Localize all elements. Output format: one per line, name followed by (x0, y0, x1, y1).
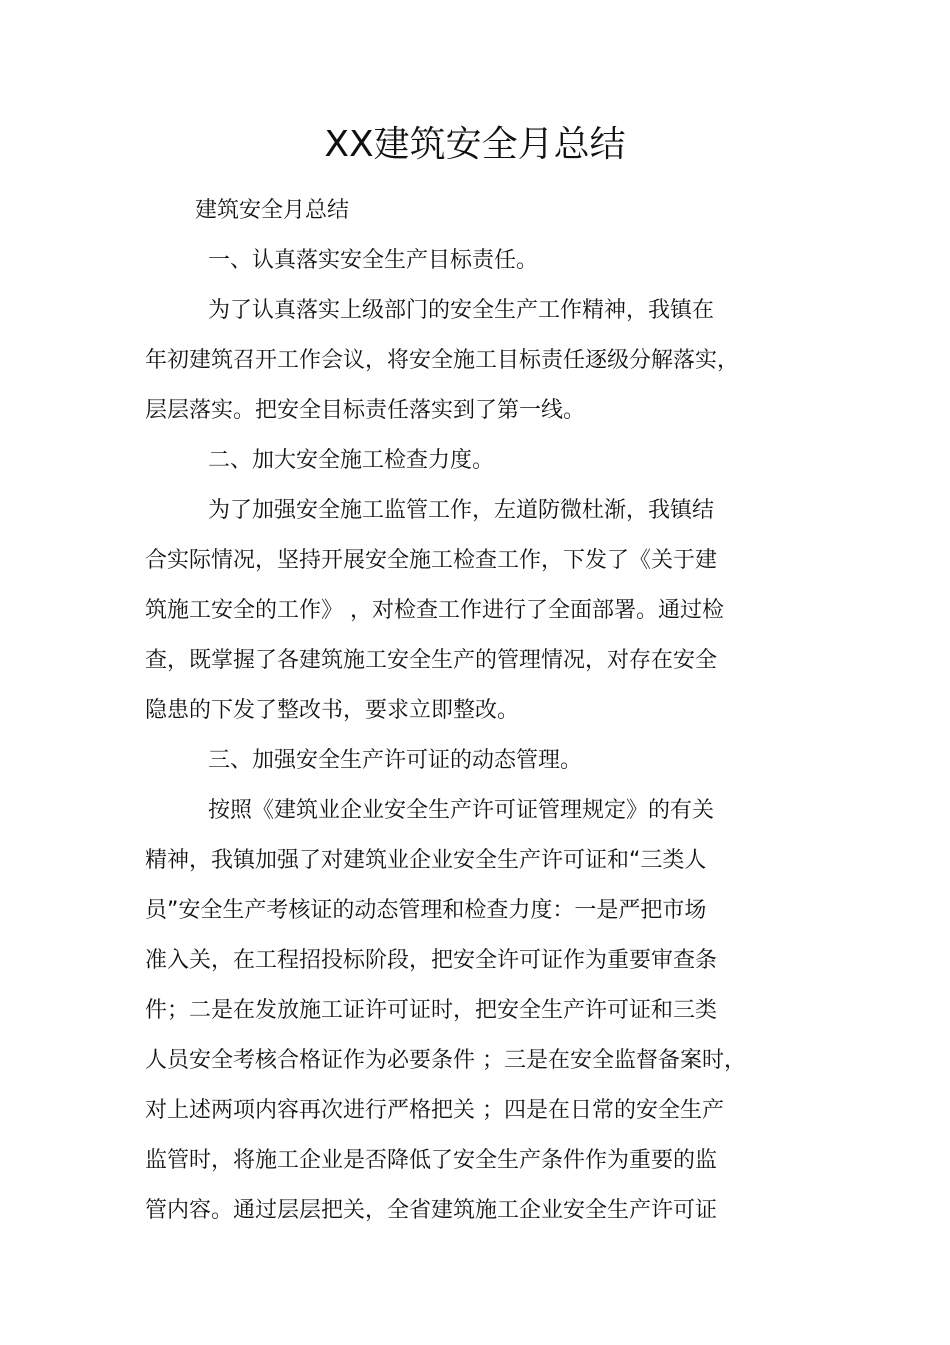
body-line: 对上述两项内容再次进行严格把关 ；四是在日常的安全生产 (145, 1098, 724, 1123)
body-line: 件；二是在发放施工证许可证时，把安全生产许可证和三类 (145, 998, 718, 1023)
body-line: 按照《建筑业企业安全生产许可证管理规定》的有关 (208, 798, 715, 823)
document-title: XX建筑安全月总结 (324, 124, 626, 165)
body-line: 层层落实。把安全目标责任落实到了第一线。 (145, 398, 586, 423)
body-line: 隐患的下发了整改书，要求立即整改。 (145, 698, 520, 723)
body-line: 准入关，在工程招投标阶段，把安全许可证作为重要审查条 (145, 948, 718, 973)
body-line: 员”安全生产考核证的动态管理和检查力度：一是严把市场 (145, 898, 707, 923)
body-line: 查，既掌握了各建筑施工安全生产的管理情况，对存在安全 (145, 648, 718, 673)
body-line: 为了认真落实上级部门的安全生产工作精神，我镇在 (208, 298, 715, 323)
body-line: 建筑安全月总结 (195, 198, 350, 223)
body-line: 二、加大安全施工检查力度。 (208, 448, 495, 473)
body-line: 合实际情况，坚持开展安全施工检查工作，下发了《关于建 (145, 548, 718, 573)
body-line: 人员安全考核合格证作为必要条件 ；三是在安全监督备案时， (145, 1048, 746, 1073)
body-line: 为了加强安全施工监管工作，左道防微杜渐，我镇结 (208, 498, 715, 523)
body-line: 精神，我镇加强了对建筑业企业安全生产许可证和“三类人 (145, 848, 707, 873)
body-line: 监管时，将施工企业是否降低了安全生产条件作为重要的监 (145, 1148, 718, 1173)
body-line: 年初建筑召开工作会议，将安全施工目标责任逐级分解落实， (145, 348, 740, 373)
body-line: 管内容。通过层层把关，全省建筑施工企业安全生产许可证 (145, 1198, 718, 1223)
body-line: 三、加强安全生产许可证的动态管理。 (208, 748, 583, 773)
body-line: 筑施工安全的工作》 ，对检查工作进行了全面部署。通过检 (145, 598, 724, 623)
body-line: 一、认真落实安全生产目标责任。 (208, 248, 539, 273)
